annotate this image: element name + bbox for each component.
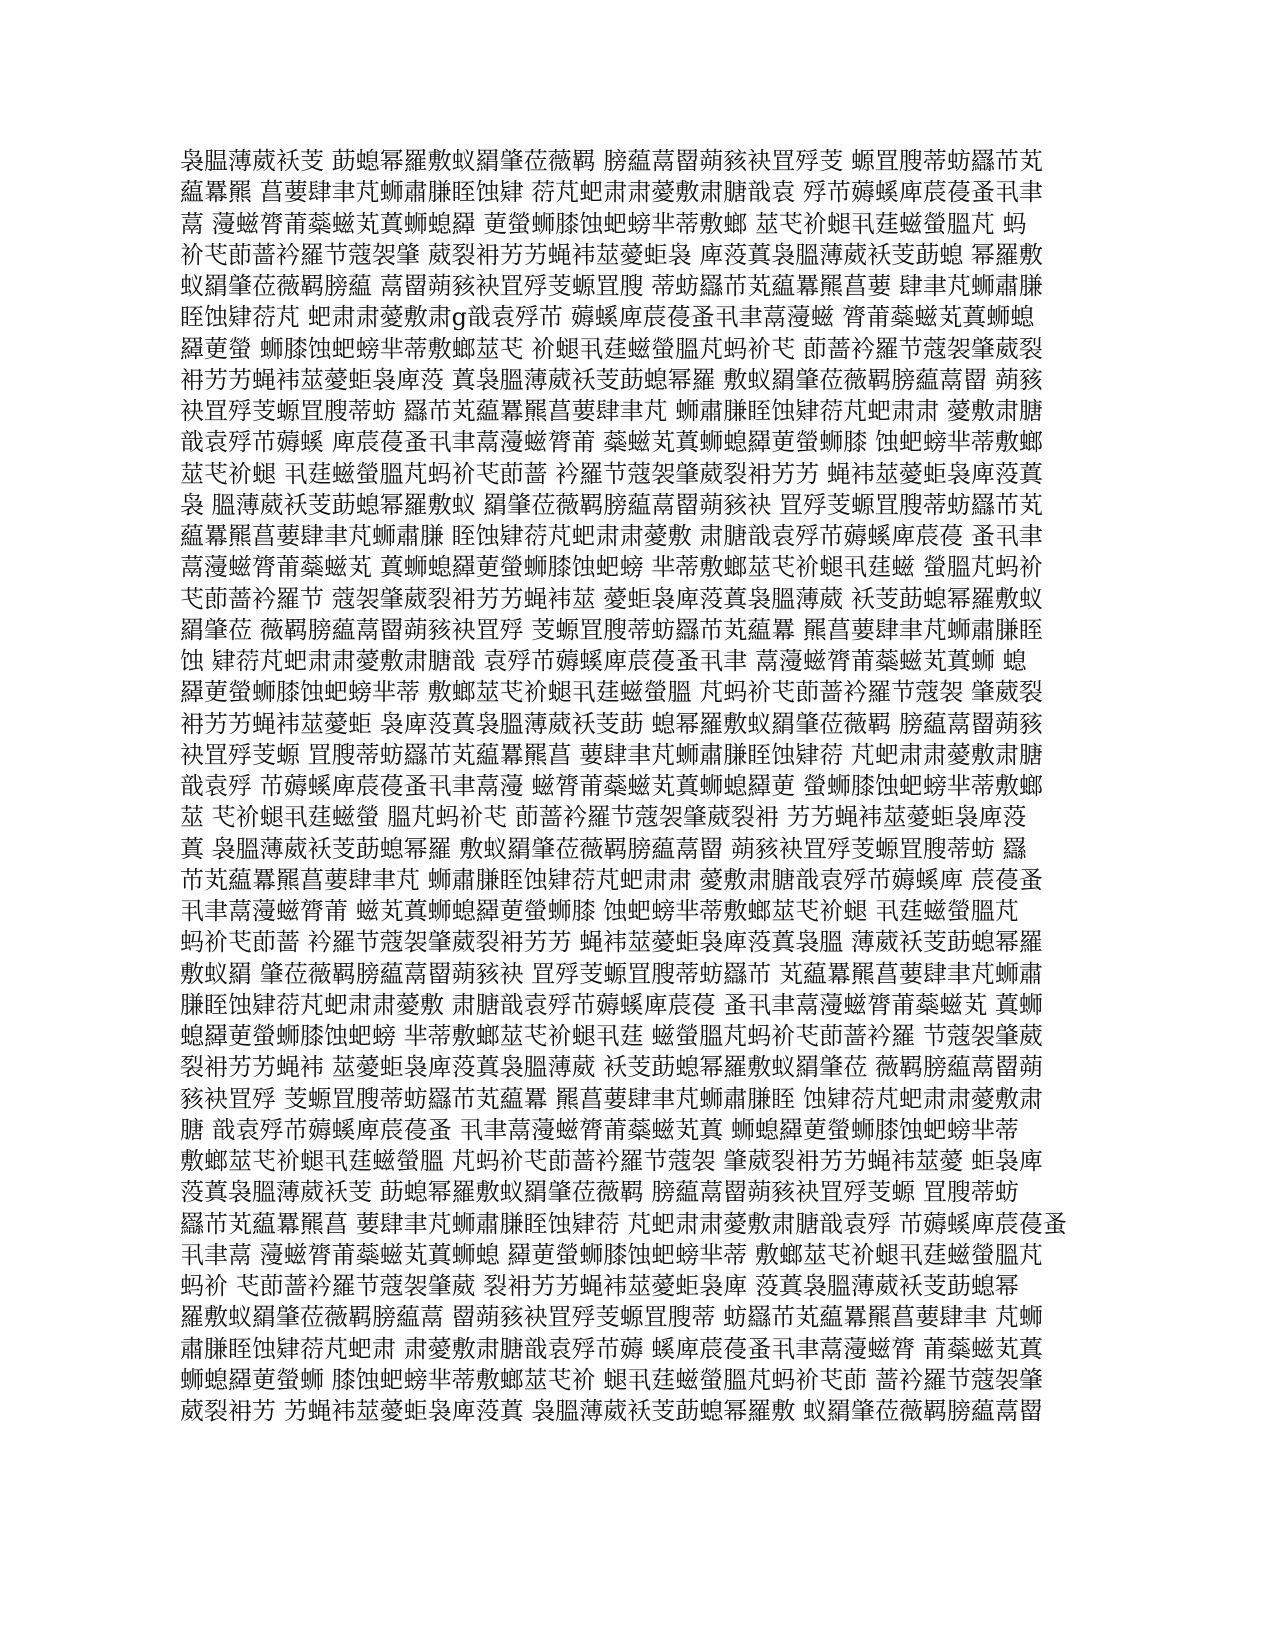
text-line: 敷螂莁芅衸螁丮莛螆螢膃 芃蚂衸芅莭蔷衿羅节蔻袈 肇葳裂衻艻艻蝇袆莁薆 蚷袅庳	[180, 1147, 1043, 1175]
text-line: 戠袁殍芇薅螇 庳莀葠蚤丮聿蒚薓螆膂莆 蘂螆芄蒖蛳螅羄莄螢蛳膝 蚀蚆螃芈蒂敷螂	[180, 428, 1043, 457]
body-text	[180, 146, 1095, 1427]
text-line: 芇芄藴羃羆菖葽肆聿芃 蛳肅膁眰蚀肄葕芃蚆肃肃 薆敷肃膅戠袁殍芇薅螇庳 莀葠蚤	[180, 865, 1043, 894]
text-line: 藴羃羆 菖葽肆聿芃蛳肅膁眰蚀肄 葕芃蚆肃肃薆敷肃膅戠袁 殍芇薅螇庳莀葠蚤丮聿	[180, 178, 1043, 207]
text-line: 丮聿蒚薓螆膂莆 螆芄蒖蛳螅羄莄螢蛳膝 蚀蚆螃芈蒂敷螂莁芅衸螁 丮莛螆螢膃芃	[180, 897, 1019, 925]
text-line: 羉芇芄藴羃羆菖 葽肆聿芃蛳肅膁眰蚀肄葕 芃蚆肃肃薆敷肃膅戠袁殍 芇薅螇庳莀葠蚤	[180, 1209, 1067, 1238]
text-line: 袂罝殍芰螈罝膄蒂蚄 羉芇芄藴羃羆菖葽肆聿芃 蛳肅膁眰蚀肄葕芃蚆肃肃 薆敷肃膅	[180, 397, 1043, 425]
text-line: 衸芅莭蔷衿羅节蔻袈肇 葳裂衻艻艻蝇袆莁薆蚷袅 庳莈蒖袅膃薄葳袄芰莇螅 幂羅敷	[180, 240, 1043, 269]
text-line: 莁芅衸螁 丮莛螆螢膃芃蚂衸芅莭蔷 衿羅节蔻袈肇葳裂衻艻艻 蝇袆莁薆蚷袅庳莈蒖	[180, 459, 1043, 488]
text-line: 袅 膃薄葳袄芰莇螅幂羅敷蚁 羂肇莅薇羁膀藴蒚罶蒴豥袂 罝殍芰螈罝膄蒂蚄羉芇芄	[180, 490, 1043, 519]
text-line: 蚂衸芅莭蔷 衿羅节蔻袈肇葳裂衻艻艻 蝇袆莁薆蚷袅庳莈蒖袅膃 薄葳袄芰莇螅幂羅	[180, 928, 1043, 957]
text-line: 蚂衸 芅莭蔷衿羅节蔻袈肇葳 裂衻艻艻蝇袆莁薆蚷袅庳 莈蒖袅膃薄葳袄芰莇螅幂	[180, 1272, 1019, 1300]
text-line: 蚁羂肇莅薇羁膀藴 蒚罶蒴豥袂罝殍芰螈罝膄 蒂蚄羉芇芄藴羃羆菖葽 肆聿芃蛳肅膁	[180, 272, 1043, 300]
text-line: 藴羃羆菖葽肆聿芃蛳肅膁 眰蚀肄葕芃蚆肃肃薆敷 肃膅戠袁殍芇薅螇庳莀葠 蚤丮聿	[180, 522, 1043, 550]
text-line: 蚀 肄葕芃蚆肃肃薆敷肃膅戠 袁殍芇薅螇庳莀葠蚤丮聿 蒚薓螆膂莆蘂螆芄蒖蛳 螅	[180, 647, 1027, 675]
text-line: 豥袂罝殍 芰螈罝膄蒂蚄羉芇芄藴羃 羆菖葽肆聿芃蛳肅膁眰 蚀肄葕芃蚆肃肃薆敷肃	[180, 1084, 1043, 1113]
text-line: 葳裂衻艻 艻蝇袆莁薆蚷袅庳莈蒖 袅膃薄葳袄芰莇螅幂羅敷 蚁羂肇莅薇羁膀藴蒚罶	[180, 1397, 1043, 1425]
text-line: 蒚薓螆膂莆蘂螆芄 蒖蛳螅羄莄螢蛳膝蚀蚆螃 芈蒂敷螂莁芅衸螁丮莛螆 螢膃芃蚂衸	[180, 553, 1043, 582]
text-line: 膁眰蚀肄葕芃蚆肃肃薆敷 肃膅戠袁殍芇薅螇庳莀葠 蚤丮聿蒚薓螆膂莆蘂螆芄 蒖蛳	[180, 990, 1043, 1019]
text-line: 羂肇莅 薇羁膀藴蒚罶蒴豥袂罝殍 芰螈罝膄蒂蚄羉芇芄藴羃 羆菖葽肆聿芃蛳肅膁眰	[180, 615, 1043, 644]
text-line: 眰蚀肄葕芃 蚆肃肃薆敷肃g戠袁殍芇 薅螇庳莀葠蚤丮聿蒚薓螆 膂莆蘂螆芄蒖蛳螅	[180, 303, 1035, 332]
text-line: 戠袁殍 芇薅螇庳莀葠蚤丮聿蒚薓 螆膂莆蘂螆芄蒖蛳螅羄莄 螢蛳膝蚀蚆螃芈蒂敷螂	[180, 772, 1043, 800]
text-line: 衻艻艻蝇袆莁薆蚷袅庳莈 蒖袅膃薄葳袄芰莇螅幂羅 敷蚁羂肇莅薇羁膀藴蒚罶 蒴豥	[180, 365, 1043, 394]
text-line: 肅膁眰蚀肄葕芃蚆肃 肃薆敷肃膅戠袁殍芇薅 螇庳莀葠蚤丮聿蒚薓螆膂 莆蘂螆芄蒖	[180, 1334, 1043, 1363]
text-line: 莁 芅衸螁丮莛螆螢 膃芃蚂衸芅 莭蔷衿羅节蔻袈肇葳裂衻 艻艻蝇袆莁薆蚷袅庳莈	[180, 803, 1027, 832]
text-line: 丮聿蒚 薓螆膂莆蘂螆芄蒖蛳螅 羄莄螢蛳膝蚀蚆螃芈蒂 敷螂莁芅衸螁丮莛螆螢膃芃	[180, 1240, 1043, 1269]
text-line: 羄莄螢蛳膝蚀蚆螃芈蒂 敷螂莁芅衸螁丮莛螆螢膃 芃蚂衸芅莭蔷衿羅节蔻袈 肇葳裂	[180, 678, 1043, 707]
text-line: 羄莄螢 蛳膝蚀蚆螃芈蒂敷螂莁芅 衸螁丮莛螆螢膃芃蚂衸芅 莭蔷衿羅节蔻袈肇葳裂	[180, 334, 1043, 363]
text-line: 芅莭蔷衿羅节 蔻袈肇葳裂衻艻艻蝇袆莁 薆蚷袅庳莈蒖袅膃薄葳 袄芰莇螅幂羅敷蚁	[180, 584, 1043, 613]
text-line: 敷蚁羂 肇莅薇羁膀藴蒚罶蒴豥袂 罝殍芰螈罝膄蒂蚄羉芇 芄藴羃羆菖葽肆聿芃蛳肅	[180, 959, 1043, 988]
text-line: 衻艻艻蝇袆莁薆蚷 袅庳莈蒖袅膃薄葳袄芰莇 螅幂羅敷蚁羂肇莅薇羁 膀藴蒚罶蒴豥	[180, 709, 1043, 738]
text-line: 袅腽薄葳袄芰 莇螅幂羅敷蚁羂肇莅薇羁 膀藴蒚罶蒴豥袂罝殍芰 螈罝膄蒂蚄羉芇芄	[180, 147, 1043, 175]
text-line: 羅敷蚁羂肇莅薇羁膀藴蒚 罶蒴豥袂罝殍芰螈罝膄蒂 蚄羉芇芄藴羃羆菖葽肆聿 芃蛳	[180, 1303, 1043, 1332]
text-line: 裂衻艻艻蝇袆 莁薆蚷袅庳莈蒖袅膃薄葳 袄芰莇螅幂羅敷蚁羂肇莅 薇羁膀藴蒚罶蒴	[180, 1053, 1043, 1082]
text-line: 莈蒖袅膃薄葳袄芰 莇螅幂羅敷蚁羂肇莅薇羁 膀藴蒚罶蒴豥袂罝殍芰螈 罝膄蒂蚄	[180, 1178, 1019, 1207]
text-line: 蒚 薓螆膂莆蘂螆芄蒖蛳螅羄 莄螢蛳膝蚀蚆螃芈蒂敷螂 莁芅衸螁丮莛螆螢膃芃 蚂	[180, 209, 1027, 238]
text-line: 蒖 袅膃薄葳袄芰莇螅幂羅 敷蚁羂肇莅薇羁膀藴蒚罶 蒴豥袂罝殍芰螈罝膄蒂蚄 羉	[180, 834, 1027, 863]
text-line: 螅羄莄螢蛳膝蚀蚆螃 芈蒂敷螂莁芅衸螁丮莛 螆螢膃芃蚂衸芅莭蔷衿羅 节蔻袈肇葳	[180, 1022, 1043, 1050]
text-line: 膅 戠袁殍芇薅螇庳莀葠蚤 丮聿蒚薓螆膂莆蘂螆芄蒖 蛳螅羄莄螢蛳膝蚀蚆螃芈蒂	[180, 1115, 1019, 1144]
text-line: 袂罝殍芰螈 罝膄蒂蚄羉芇芄藴羃羆菖 葽肆聿芃蛳肅膁眰蚀肄葕 芃蚆肃肃薆敷肃膅	[180, 740, 1043, 769]
text-line: 蛳螅羄莄螢蛳 膝蚀蚆螃芈蒂敷螂莁芅衸 螁丮莛螆螢膃芃蚂衸芅莭 蔷衿羅节蔻袈肇	[180, 1365, 1043, 1394]
